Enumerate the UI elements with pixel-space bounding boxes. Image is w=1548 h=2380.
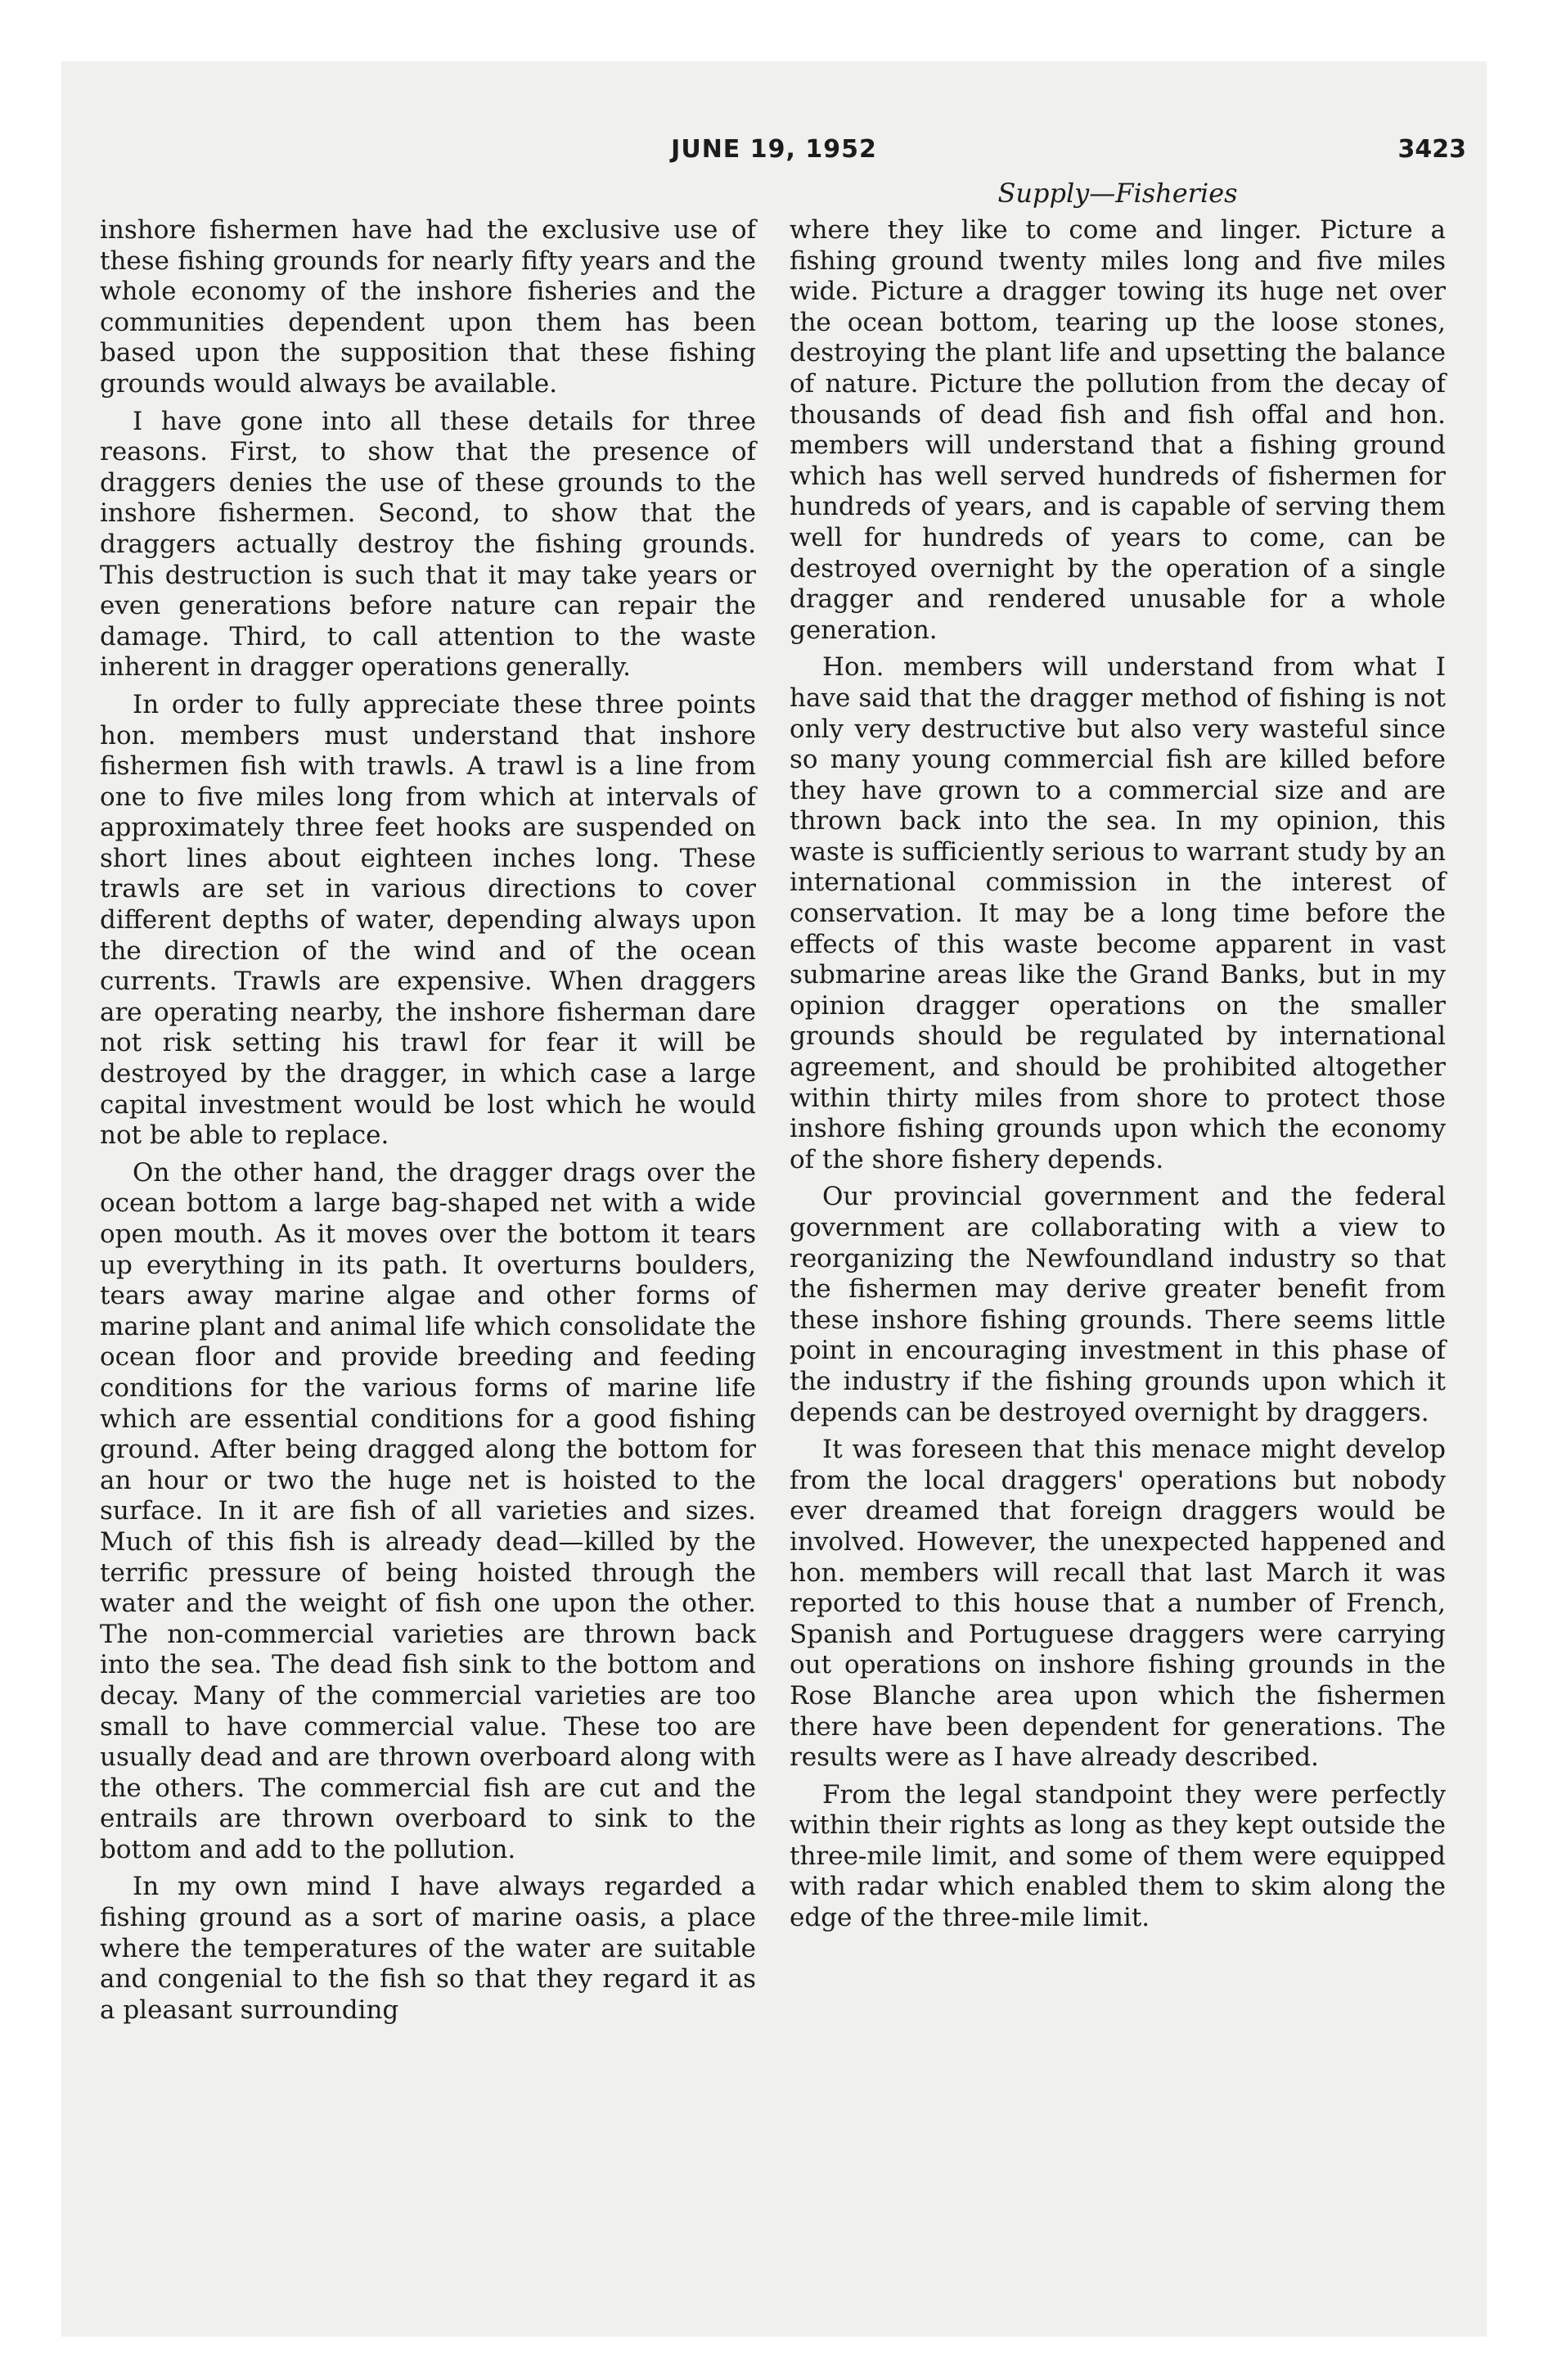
left-column — [100, 215, 756, 2032]
paragraph: I have gone into all these details for three reasons. First, to show that the presence of draggers denies the use of these grounds to the inshore fishermen. Second, to show that the draggers actually destroy the fishing grounds. This destruction is such that it may take years or even generations before nature can repair the damage. Third, to call attention to the waste inherent in dragger operations generally. — [100, 406, 756, 683]
paragraph: Hon. members will understand from what I have said that the dragger method of fishing is not only very destructive but also very wasteful since so many young commercial fish are killed before they have grown to a commercial size and are thrown back into the sea. In my opinion, this waste is sufficiently serious to warrant study by an international commission in the interest of conservation. It may be a long time before the effects of this waste become apparent in vast submarine areas like the Grand Banks, but in my opinion dragger operations on the smaller grounds should be regulated by international agreement, and should be prohibited altogether within thirty miles from shore to protect those inshore fishing grounds upon which the economy of the shore fishery depends. — [790, 652, 1446, 1174]
paragraph: where they like to come and linger. Picture a fishing ground twenty miles long and five miles wide. Picture a dragger towing its huge net over the ocean bottom, tearing up the loose stones, destroying the plant life and upsetting the balance of nature. Picture the pollution from the decay of thousands of dead fish and fish offal and hon. members will understand that a fishing ground which has well served hundreds of fishermen for hundreds of years, and is capable of serving them well for hundreds of years to come, can be destroyed overnight by the operation of a single dragger and rendered unusable for a whole generation. — [790, 215, 1446, 645]
paragraph: It was foreseen that this menace might develop from the local draggers' operations but nobody ever dreamed that foreign draggers would be involved. However, the unexpected happened and hon. members will recall that last March it was reported to this house that a number of French, Spanish and Portuguese draggers were carrying out operations on inshore fishing grounds in the Rose Blanche area upon which the fishermen there have been dependent for generations. The results were as I have already described. — [790, 1435, 1446, 1773]
paragraph: From the legal standpoint they were perfectly within their rights as long as they kept outside the three-mile limit, and some of them were equipped with radar which enabled them to skim along the edge of the three-mile limit. — [790, 1779, 1446, 1933]
page-header — [61, 135, 1487, 176]
paragraph: In my own mind I have always regarded a fishing ground as a sort of marine oasis, a place where the temperatures of the water are suitable and congenial to the fish so that they regard it as a pleasant surrounding — [100, 1872, 756, 2025]
header-date: JUNE 19, 1952 — [671, 135, 877, 164]
right-column — [790, 215, 1446, 1941]
page — [61, 61, 1487, 2337]
paragraph: Our provincial government and the federal government are collaborating with a view to reorganizing the Newfoundland industry so that the fishermen may derive greater benefit from these inshore fishing grounds. There seems little point in encouraging investment in this phase of the industry if the fishing grounds upon which it depends can be destroyed overnight by draggers. — [790, 1182, 1446, 1427]
section-title: Supply—Fisheries — [997, 178, 1238, 209]
page-number: 3423 — [1397, 135, 1466, 164]
paragraph: inshore fishermen have had the exclusive use of these fishing grounds for nearly fifty years and the whole economy of the inshore fisheries and the communities dependent upon them has been based upon the supposition that these fishing grounds would always be available. — [100, 215, 756, 399]
paragraph: In order to fully appreciate these three points hon. members must understand that inshore fishermen fish with trawls. A trawl is a line from one to five miles long from which at intervals of approximately three feet hooks are suspended on short lines about eighteen inches long. These trawls are set in various directions to cover different depths of water, depending always upon the direction of the wind and of the ocean currents. Trawls are expensive. When draggers are operating nearby, the inshore fisherman dare not risk setting his trawl for fear it will be destroyed by the dragger, in which case a large capital investment would be lost which he would not be able to replace. — [100, 689, 756, 1151]
paragraph: On the other hand, the dragger drags over the ocean bottom a large bag-shaped net with a wide open mouth. As it moves over the bottom it tears up everything in its path. It overturns boulders, tears away marine algae and other forms of marine plant and animal life which consolidate the ocean floor and provide breeding and feeding conditions for the various forms of marine life which are essential conditions for a good fishing ground. After being dragged along the bottom for an hour or two the huge net is hoisted to the surface. In it are fish of all varieties and sizes. Much of this fish is already dead—killed by the terrific pressure of being hoisted through the water and the weight of fish one upon the other. The non-commercial varieties are thrown back into the sea. The dead fish sink to the bottom and decay. Many of the commercial varieties are too small to have commercial value. These too are usually dead and are thrown overboard along with the others. The commercial fish are cut and the entrails are thrown overboard to sink to the bottom and add to the pollution. — [100, 1157, 756, 1864]
